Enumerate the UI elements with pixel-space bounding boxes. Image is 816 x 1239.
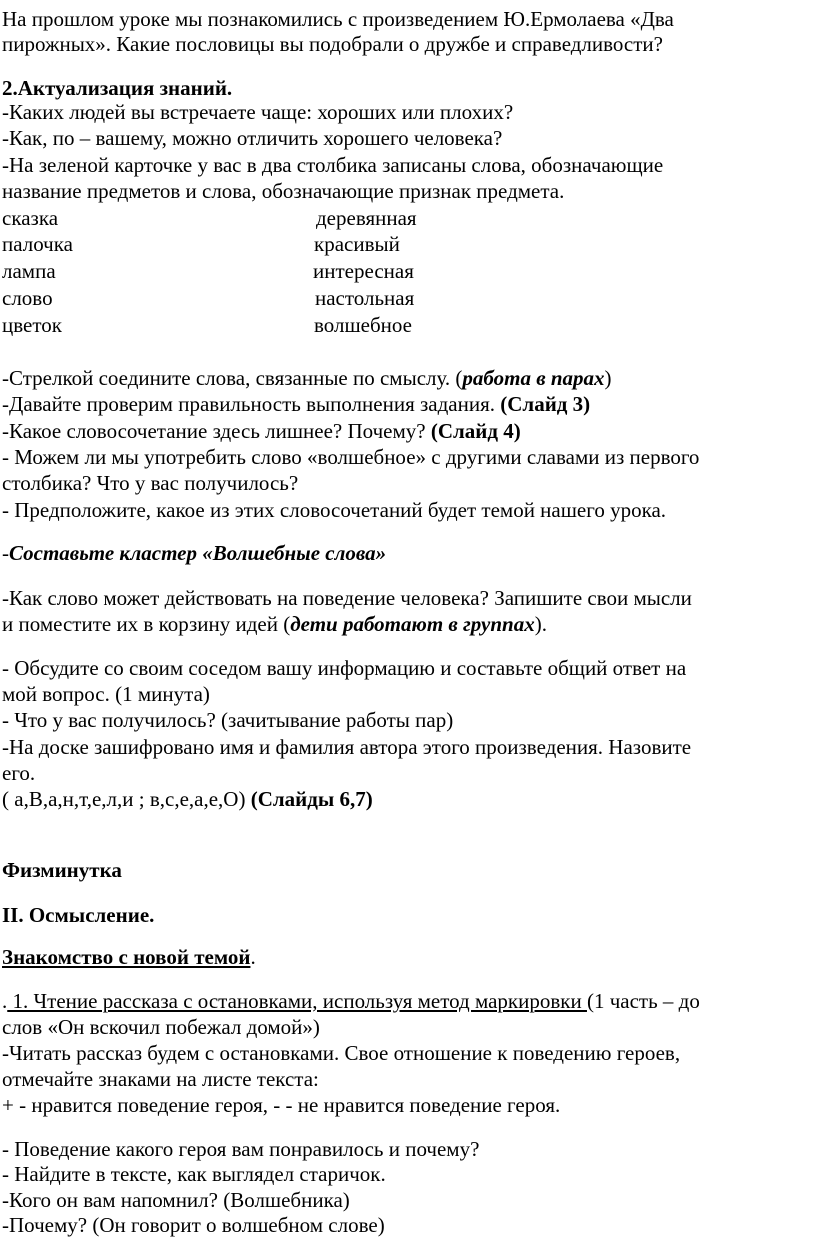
task-extra-phrase: -Какое словосочетание здесь лишнее? Почему? (Слайд 4) [2, 419, 521, 443]
final-question-2: - Найдите в тексте, как выглядел старичок. [2, 1162, 386, 1186]
question-3-line-2: название предметов и слова, обозначающие признак предмета. [2, 179, 565, 203]
discuss-line-4: -На доске зашифровано имя и фамилия автора этого произведения. Назовите [2, 735, 692, 759]
reading-line-5: + - нравится поведение героя, - - не нравится поведение героя. [2, 1093, 561, 1117]
adjective-word: интересная [313, 259, 414, 283]
reading-line-2: слов «Он вскочил побежал домой») [2, 1015, 320, 1039]
basket-line-2: и поместите их в корзину идей (дети работают в группах). [2, 612, 547, 636]
task-use-word-line-1: - Можем ли мы употребить слово «волшебное» с другими славами из первого [2, 445, 700, 469]
intro-line-1: На прошлом уроке мы познакомились с произведением Ю.Ермолаева «Два [2, 7, 674, 31]
discuss-line-2: мой вопрос. (1 минута) [2, 682, 210, 706]
basket-line-1: -Как слово может действовать на поведение человека? Запишите свои мысли [2, 586, 692, 610]
final-question-4: -Почему? (Он говорит о волшебном слове) [2, 1213, 385, 1237]
heading-fizminutka: Физминутка [2, 858, 122, 882]
cipher-line: ( а,В,а,н,т,е,л,и ; в,с,е,а,е,О) (Слайды 6,7) [2, 787, 373, 811]
adjective-word: деревянная [316, 206, 417, 230]
section-heading-actualization: 2.Актуализация знаний. [2, 76, 233, 100]
noun-word: сказка [2, 206, 59, 230]
discuss-line-5: его. [2, 761, 36, 785]
cluster-task: -Составьте кластер «Волшебные слова» [2, 541, 387, 565]
noun-word: лампа [2, 259, 56, 283]
question-3-line-1: -На зеленой карточке у вас в два столбика записаны слова, обозначающие [2, 153, 664, 177]
noun-word: цветок [2, 313, 62, 337]
reading-line-1: . 1. Чтение рассказа с остановками, используя метод маркировки (1 часть – до [2, 989, 700, 1013]
final-question-1: - Поведение какого героя вам понравилось и почему? [2, 1137, 480, 1161]
noun-word: палочка [2, 232, 73, 256]
adjective-word: красивый [314, 232, 400, 256]
discuss-line-3: - Что у вас получилось? (зачитывание работы пар) [2, 708, 454, 732]
question-1: -Каких людей вы встречаете чаще: хороших или плохих? [2, 100, 514, 124]
task-connect-words: -Стрелкой соедините слова, связанные по смыслу. (работа в парах) [2, 366, 612, 390]
heading-osmyslenie: II. Осмысление. [2, 903, 155, 927]
adjective-word: волшебное [314, 313, 412, 337]
task-use-word-line-2: столбика? Что у вас получилось? [2, 471, 299, 495]
reading-line-4: отмечайте знаками на листе текста: [2, 1067, 319, 1091]
discuss-line-1: - Обсудите со своим соседом вашу информацию и составьте общий ответ на [2, 656, 687, 680]
reading-line-3: -Читать рассказ будем с остановками. Свое отношение к поведению героев, [2, 1041, 681, 1065]
noun-word: слово [2, 286, 53, 310]
adjective-word: настольная [315, 286, 415, 310]
task-check: -Давайте проверим правильность выполнения задания. (Слайд 3) [2, 392, 591, 416]
final-question-3: -Кого он вам напомнил? (Волшебника) [2, 1188, 350, 1212]
heading-new-topic: Знакомство с новой темой. [2, 945, 256, 969]
intro-line-2: пирожных». Какие пословицы вы подобрали о дружбе и справедливости? [2, 32, 663, 56]
question-2: -Как, по – вашему, можно отличить хорошего человека? [2, 126, 503, 150]
task-suppose-topic: - Предположите, какое из этих словосочетаний будет темой нашего урока. [2, 498, 667, 522]
